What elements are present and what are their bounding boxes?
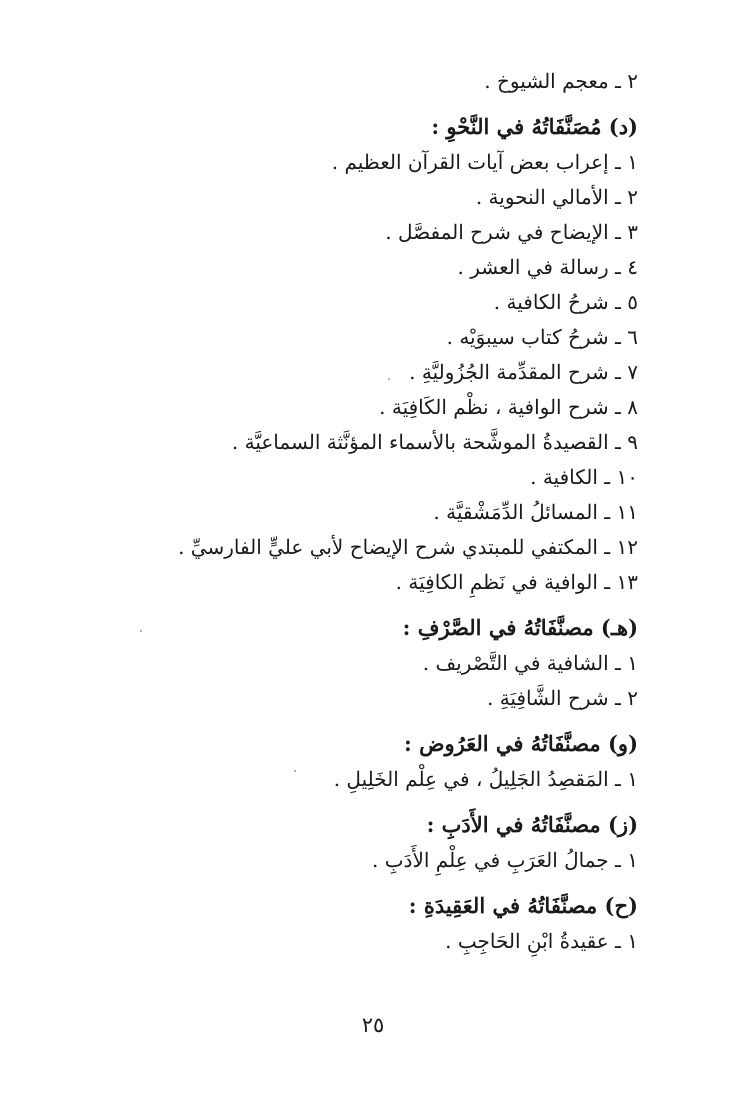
list-item: ٢ ـ شرح الشَّافِيَةِ . <box>486 686 638 710</box>
list-item: ١٢ ـ المكتفي للمبتدي شرح الإيضاح لأبي عليٍّ الفارسيِّ . <box>178 535 638 559</box>
list-item: ١٣ ـ الوافية في نَظمِ الكافِيَة . <box>395 570 638 594</box>
list-item: ٧ ـ شرح المقدِّمة الجُزُوليَّةِ . <box>409 360 638 384</box>
list-item: ١ ـ المَقصِدُ الجَلِيلُ ، في عِلْم الخَلِيلِ . <box>333 767 638 791</box>
text-body <box>78 68 638 954</box>
section-heading-sarf: (هـ) مصنَّفَاتُهُ في الصَّرْفِ : <box>402 615 638 640</box>
section-heading-adab: (ز) مصنَّفَاتُهُ في الأَدَبِ : <box>426 812 638 837</box>
list-item: ٥ ـ شرحُ الكافية . <box>493 290 638 314</box>
list-item: ١ ـ الشافية في التَّصْريف . <box>422 651 638 675</box>
list-item: ٣ ـ الإيضاح في شرح المفصَّل . <box>385 220 638 244</box>
list-item: ٢ ـ معجم الشيوخ . <box>484 69 638 93</box>
section-heading-nahw: (د) مُصَنَّفَاتُهُ في النَّحْوِ : <box>431 114 638 139</box>
section-heading-aqida: (ح) مصنَّفَاتُهُ في العَقِيدَةِ : <box>408 893 638 918</box>
scan-speck <box>294 770 296 772</box>
list-item: ١ ـ إعراب بعض آيات القرآن العظيم . <box>331 150 638 174</box>
list-item: ٨ ـ شرح الوافية ، نظْم الكَافِيَة . <box>379 395 638 419</box>
list-item: ١٠ ـ الكافية . <box>530 465 638 489</box>
list-item: ٢ ـ الأمالي النحوية . <box>475 185 638 209</box>
section-heading-arud: (و) مصنَّفَاتُهُ في العَرُوض : <box>404 731 638 756</box>
list-item: ١١ ـ المسائلُ الدِّمَشْقيَّة . <box>433 500 638 524</box>
list-item: ١ ـ عقيدةُ ابْنِ الحَاجِبِ . <box>445 929 638 953</box>
page-number: ٢٥ <box>361 1013 385 1037</box>
list-item: ٩ ـ القصيدةُ الموشَّحة بالأسماء المؤنَّثة السماعيَّة . <box>231 430 638 454</box>
scan-speck <box>388 378 390 380</box>
list-item: ٤ ـ رسالة في العشر . <box>457 255 638 279</box>
list-item: ١ ـ جمالُ العَرَبِ في عِلْمِ الأَدَبِ . <box>372 848 638 872</box>
scan-speck <box>140 630 142 632</box>
list-item: ٦ ـ شرحُ كتاب سيبوَيْه . <box>446 325 638 349</box>
